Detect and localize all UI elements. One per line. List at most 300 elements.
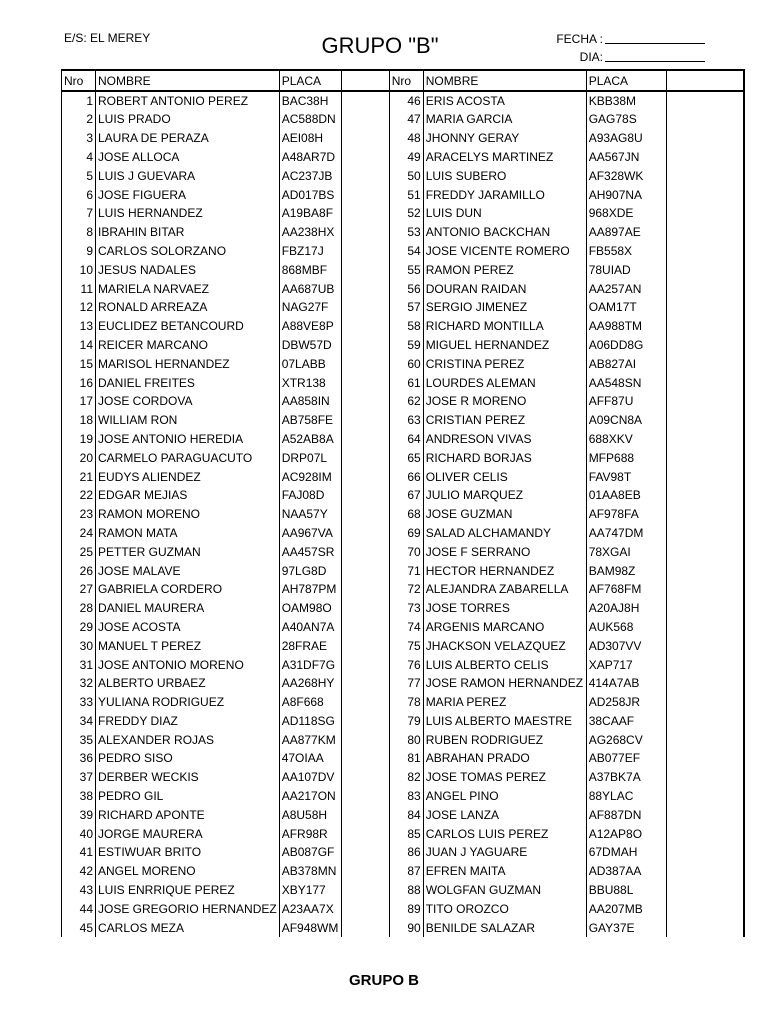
row-plate: GAY37E xyxy=(586,918,666,937)
row-name: LUIS SUBERO xyxy=(423,166,586,185)
row-plate: XBY177 xyxy=(279,881,341,900)
row-number: 81 xyxy=(389,749,423,768)
row-number: 44 xyxy=(62,899,96,918)
row-number: 3 xyxy=(62,129,96,148)
row-plate: AA217ON xyxy=(279,787,341,806)
table-row xyxy=(62,542,745,561)
row-name: MARIELA NARVAEZ xyxy=(96,279,280,298)
row-plate: AF978FA xyxy=(586,505,666,524)
row-name: JOSE VICENTE ROMERO xyxy=(423,242,586,261)
row-number: 38 xyxy=(62,787,96,806)
row-plate: XAP717 xyxy=(586,655,666,674)
row-blank xyxy=(341,148,389,167)
row-number: 48 xyxy=(389,129,423,148)
row-number: 78 xyxy=(389,693,423,712)
row-number: 69 xyxy=(389,524,423,543)
row-number: 42 xyxy=(62,862,96,881)
row-plate: A09CN8A xyxy=(586,411,666,430)
col-nombre-right: NOMBRE xyxy=(423,70,586,91)
row-name: LUIS DUN xyxy=(423,204,586,223)
row-name: MARIA GARCIA xyxy=(423,110,586,129)
row-plate: 88YLAC xyxy=(586,787,666,806)
table-row xyxy=(62,524,745,543)
row-name: CRISTIAN PEREZ xyxy=(423,411,586,430)
row-plate: A20AJ8H xyxy=(586,599,666,618)
row-blank xyxy=(666,260,744,279)
row-name: FREDDY JARAMILLO xyxy=(423,185,586,204)
row-number: 22 xyxy=(62,486,96,505)
row-blank xyxy=(341,129,389,148)
row-name: LUIS ALBERTO CELIS xyxy=(423,655,586,674)
row-name: ALEXANDER ROJAS xyxy=(96,730,280,749)
col-nro-left: Nro xyxy=(62,70,96,91)
row-blank xyxy=(666,805,744,824)
row-number: 54 xyxy=(389,242,423,261)
row-plate: AB077EF xyxy=(586,749,666,768)
row-plate: 78XGAI xyxy=(586,542,666,561)
col-blank-right xyxy=(666,70,744,91)
row-blank xyxy=(341,223,389,242)
table-row xyxy=(62,881,745,900)
row-number: 14 xyxy=(62,336,96,355)
row-number: 10 xyxy=(62,260,96,279)
row-number: 58 xyxy=(389,317,423,336)
row-plate: BAC38H xyxy=(279,91,341,110)
row-name: JOSE GREGORIO HERNANDEZ xyxy=(96,899,280,918)
row-plate: AA207MB xyxy=(586,899,666,918)
row-number: 41 xyxy=(62,843,96,862)
row-number: 80 xyxy=(389,730,423,749)
row-number: 59 xyxy=(389,336,423,355)
row-blank xyxy=(341,655,389,674)
row-number: 4 xyxy=(62,148,96,167)
row-plate: AA687UB xyxy=(279,279,341,298)
row-name: EUDYS ALIENDEZ xyxy=(96,467,280,486)
row-plate: AF328WK xyxy=(586,166,666,185)
row-blank xyxy=(341,824,389,843)
row-name: MIGUEL HERNANDEZ xyxy=(423,336,586,355)
table-row xyxy=(62,486,745,505)
row-blank xyxy=(666,524,744,543)
row-name: ALBERTO URBAEZ xyxy=(96,674,280,693)
row-number: 82 xyxy=(389,768,423,787)
row-name: CARMELO PARAGUACUTO xyxy=(96,448,280,467)
table-row xyxy=(62,655,745,674)
row-number: 26 xyxy=(62,561,96,580)
row-name: JOSE TOMAS PEREZ xyxy=(423,768,586,787)
row-name: EUCLIDEZ BETANCOURD xyxy=(96,317,280,336)
row-plate: A8F668 xyxy=(279,693,341,712)
row-blank xyxy=(666,655,744,674)
row-plate: AUK568 xyxy=(586,618,666,637)
row-plate: AA988TM xyxy=(586,317,666,336)
row-blank xyxy=(341,730,389,749)
row-number: 7 xyxy=(62,204,96,223)
row-number: 89 xyxy=(389,899,423,918)
row-plate: AG268CV xyxy=(586,730,666,749)
row-number: 74 xyxy=(389,618,423,637)
table-row xyxy=(62,599,745,618)
row-name: MARISOL HERNANDEZ xyxy=(96,354,280,373)
row-plate: A12AP8O xyxy=(586,824,666,843)
dia-blank-line xyxy=(605,48,705,62)
row-plate: GAG78S xyxy=(586,110,666,129)
row-plate: A48AR7D xyxy=(279,148,341,167)
row-name: LAURA DE PERAZA xyxy=(96,129,280,148)
row-name: YULIANA RODRIGUEZ xyxy=(96,693,280,712)
table-row xyxy=(62,505,745,524)
row-name: JHACKSON VELAZQUEZ xyxy=(423,636,586,655)
row-number: 83 xyxy=(389,787,423,806)
row-blank xyxy=(341,486,389,505)
row-plate: AB827AI xyxy=(586,354,666,373)
row-plate: DBW57D xyxy=(279,336,341,355)
row-number: 76 xyxy=(389,655,423,674)
row-plate: FBZ17J xyxy=(279,242,341,261)
row-blank xyxy=(666,881,744,900)
row-number: 33 xyxy=(62,693,96,712)
row-name: LUIS PRADO xyxy=(96,110,280,129)
row-name: RICHARD APONTE xyxy=(96,805,280,824)
table-row xyxy=(62,824,745,843)
col-placa-left: PLACA xyxy=(279,70,341,91)
row-number: 88 xyxy=(389,881,423,900)
row-number: 21 xyxy=(62,467,96,486)
row-plate: A8U58H xyxy=(279,805,341,824)
row-name: SALAD ALCHAMANDY xyxy=(423,524,586,543)
row-blank xyxy=(341,862,389,881)
row-name: JULIO MARQUEZ xyxy=(423,486,586,505)
table-row xyxy=(62,336,745,355)
table-header-row xyxy=(62,70,745,91)
row-plate: A93AG8U xyxy=(586,129,666,148)
row-plate: AFF87U xyxy=(586,392,666,411)
row-name: PEDRO SISO xyxy=(96,749,280,768)
row-blank xyxy=(341,768,389,787)
row-blank xyxy=(666,899,744,918)
table-row xyxy=(62,918,745,937)
row-name: OLIVER CELIS xyxy=(423,467,586,486)
row-plate: AD017BS xyxy=(279,185,341,204)
row-name: HECTOR HERNANDEZ xyxy=(423,561,586,580)
table-row xyxy=(62,636,745,655)
row-number: 75 xyxy=(389,636,423,655)
row-name: WOLGFAN GUZMAN xyxy=(423,881,586,900)
row-blank xyxy=(341,580,389,599)
row-plate: AA457SR xyxy=(279,542,341,561)
row-name: JORGE MAURERA xyxy=(96,824,280,843)
row-plate: AFR98R xyxy=(279,824,341,843)
row-number: 13 xyxy=(62,317,96,336)
table-row xyxy=(62,561,745,580)
row-plate: AA257AN xyxy=(586,279,666,298)
row-plate: AA238HX xyxy=(279,223,341,242)
row-number: 72 xyxy=(389,580,423,599)
row-blank xyxy=(666,618,744,637)
row-blank xyxy=(341,260,389,279)
row-number: 63 xyxy=(389,411,423,430)
table-row xyxy=(62,260,745,279)
row-number: 45 xyxy=(62,918,96,937)
row-number: 6 xyxy=(62,185,96,204)
row-blank xyxy=(341,787,389,806)
table-row xyxy=(62,787,745,806)
row-name: DERBER WECKIS xyxy=(96,768,280,787)
row-plate: AA897AE xyxy=(586,223,666,242)
row-number: 47 xyxy=(389,110,423,129)
row-blank xyxy=(666,110,744,129)
table-row xyxy=(62,185,745,204)
row-plate: AC588DN xyxy=(279,110,341,129)
row-blank xyxy=(341,542,389,561)
row-blank xyxy=(666,787,744,806)
row-plate: 47OIAA xyxy=(279,749,341,768)
row-name: JOSE ACOSTA xyxy=(96,618,280,637)
table-row xyxy=(62,204,745,223)
row-blank xyxy=(341,505,389,524)
row-plate: MFP688 xyxy=(586,448,666,467)
row-plate: 688XKV xyxy=(586,430,666,449)
row-blank xyxy=(666,561,744,580)
row-name: JOSE ALLOCA xyxy=(96,148,280,167)
row-name: IBRAHIN BITAR xyxy=(96,223,280,242)
row-plate: 01AA8EB xyxy=(586,486,666,505)
table-row xyxy=(62,166,745,185)
row-name: ROBERT ANTONIO PEREZ xyxy=(96,91,280,110)
row-name: ALEJANDRA ZABARELLA xyxy=(423,580,586,599)
row-number: 73 xyxy=(389,599,423,618)
row-name: JESUS NADALES xyxy=(96,260,280,279)
row-name: JHONNY GERAY xyxy=(423,129,586,148)
row-plate: 07LABB xyxy=(279,354,341,373)
row-number: 35 xyxy=(62,730,96,749)
row-name: LUIS HERNANDEZ xyxy=(96,204,280,223)
row-blank xyxy=(341,467,389,486)
row-plate: AA107DV xyxy=(279,768,341,787)
row-name: ANTONIO BACKCHAN xyxy=(423,223,586,242)
row-blank xyxy=(341,110,389,129)
col-blank-left xyxy=(341,70,389,91)
row-plate: AH907NA xyxy=(586,185,666,204)
row-name: RAMON MORENO xyxy=(96,505,280,524)
row-plate: 67DMAH xyxy=(586,843,666,862)
row-number: 66 xyxy=(389,467,423,486)
row-plate: A40AN7A xyxy=(279,618,341,637)
table-row xyxy=(62,768,745,787)
row-plate: 97LG8D xyxy=(279,561,341,580)
row-blank xyxy=(341,185,389,204)
table-row xyxy=(62,693,745,712)
row-blank xyxy=(666,824,744,843)
row-plate: 38CAAF xyxy=(586,712,666,731)
row-blank xyxy=(341,749,389,768)
row-name: ERIS ACOSTA xyxy=(423,91,586,110)
row-name: EDGAR MEJIAS xyxy=(96,486,280,505)
row-blank xyxy=(666,467,744,486)
table-row xyxy=(62,580,745,599)
row-number: 40 xyxy=(62,824,96,843)
row-number: 19 xyxy=(62,430,96,449)
row-blank xyxy=(666,204,744,223)
row-number: 17 xyxy=(62,392,96,411)
row-name: CARLOS LUIS PEREZ xyxy=(423,824,586,843)
table-row xyxy=(62,242,745,261)
row-number: 12 xyxy=(62,298,96,317)
row-name: JOSE CORDOVA xyxy=(96,392,280,411)
row-name: JOSE F SERRANO xyxy=(423,542,586,561)
row-number: 37 xyxy=(62,768,96,787)
row-name: ANDRESON VIVAS xyxy=(423,430,586,449)
col-placa-right: PLACA xyxy=(586,70,666,91)
row-plate: AB758FE xyxy=(279,411,341,430)
row-plate: NAG27F xyxy=(279,298,341,317)
row-name: WILLIAM RON xyxy=(96,411,280,430)
row-plate: BBU88L xyxy=(586,881,666,900)
row-number: 56 xyxy=(389,279,423,298)
row-number: 67 xyxy=(389,486,423,505)
table-row xyxy=(62,899,745,918)
row-plate: FB558X xyxy=(586,242,666,261)
row-plate: 968XDE xyxy=(586,204,666,223)
row-number: 23 xyxy=(62,505,96,524)
row-number: 30 xyxy=(62,636,96,655)
row-blank xyxy=(666,129,744,148)
table-row xyxy=(62,749,745,768)
row-number: 53 xyxy=(389,223,423,242)
row-blank xyxy=(341,411,389,430)
row-blank xyxy=(666,843,744,862)
row-number: 51 xyxy=(389,185,423,204)
row-number: 60 xyxy=(389,354,423,373)
row-name: MARIA PEREZ xyxy=(423,693,586,712)
row-plate: A37BK7A xyxy=(586,768,666,787)
table-row xyxy=(62,674,745,693)
row-number: 57 xyxy=(389,298,423,317)
row-blank xyxy=(666,599,744,618)
station-label: E/S: EL MEREY xyxy=(64,31,151,45)
roster-table xyxy=(61,69,745,937)
row-name: JOSE TORRES xyxy=(423,599,586,618)
footer-title: GRUPO B xyxy=(348,972,419,989)
row-plate: 78UIAD xyxy=(586,260,666,279)
row-plate: AD258JR xyxy=(586,693,666,712)
row-plate: AD118SG xyxy=(279,712,341,731)
table-row xyxy=(62,843,745,862)
row-blank xyxy=(341,279,389,298)
row-number: 46 xyxy=(389,91,423,110)
row-name: ANGEL MORENO xyxy=(96,862,280,881)
row-number: 61 xyxy=(389,373,423,392)
row-number: 11 xyxy=(62,279,96,298)
row-name: ESTIWUAR BRITO xyxy=(96,843,280,862)
row-blank xyxy=(666,542,744,561)
row-blank xyxy=(341,693,389,712)
row-number: 71 xyxy=(389,561,423,580)
row-name: DOURAN RAIDAN xyxy=(423,279,586,298)
row-name: ARGENIS MARCANO xyxy=(423,618,586,637)
row-number: 32 xyxy=(62,674,96,693)
row-blank xyxy=(666,693,744,712)
table-row xyxy=(62,430,745,449)
row-plate: A88VE8P xyxy=(279,317,341,336)
row-name: DANIEL MAURERA xyxy=(96,599,280,618)
row-name: CARLOS MEZA xyxy=(96,918,280,937)
row-plate: A06DD8G xyxy=(586,336,666,355)
table-row xyxy=(62,354,745,373)
row-blank xyxy=(666,505,744,524)
table-row xyxy=(62,298,745,317)
row-blank xyxy=(341,843,389,862)
row-blank xyxy=(666,411,744,430)
table-row xyxy=(62,110,745,129)
row-plate: A23AA7X xyxy=(279,899,341,918)
row-blank xyxy=(341,204,389,223)
row-blank xyxy=(341,881,389,900)
row-name: ABRAHAN PRADO xyxy=(423,749,586,768)
row-number: 84 xyxy=(389,805,423,824)
row-blank xyxy=(341,354,389,373)
row-blank xyxy=(666,166,744,185)
row-name: JOSE R MORENO xyxy=(423,392,586,411)
row-plate: AA268HY xyxy=(279,674,341,693)
date-fields xyxy=(548,30,705,66)
row-blank xyxy=(341,805,389,824)
row-number: 9 xyxy=(62,242,96,261)
row-plate: AD307VV xyxy=(586,636,666,655)
row-name: LUIS ALBERTO MAESTRE xyxy=(423,712,586,731)
row-blank xyxy=(341,599,389,618)
row-blank xyxy=(666,354,744,373)
table-row xyxy=(62,805,745,824)
row-number: 49 xyxy=(389,148,423,167)
row-name: SERGIO JIMENEZ xyxy=(423,298,586,317)
row-blank xyxy=(666,317,744,336)
row-plate: AA858IN xyxy=(279,392,341,411)
row-name: JOSE GUZMAN xyxy=(423,505,586,524)
row-number: 36 xyxy=(62,749,96,768)
row-blank xyxy=(666,185,744,204)
table-row xyxy=(62,618,745,637)
row-name: BENILDE SALAZAR xyxy=(423,918,586,937)
row-number: 85 xyxy=(389,824,423,843)
row-blank xyxy=(341,430,389,449)
row-number: 79 xyxy=(389,712,423,731)
table-row xyxy=(62,730,745,749)
row-blank xyxy=(341,91,389,110)
dia-label: DIA: xyxy=(579,50,603,64)
row-plate: BAM98Z xyxy=(586,561,666,580)
row-number: 87 xyxy=(389,862,423,881)
row-number: 24 xyxy=(62,524,96,543)
row-number: 5 xyxy=(62,166,96,185)
row-name: RICHARD BORJAS xyxy=(423,448,586,467)
row-blank xyxy=(341,317,389,336)
row-blank xyxy=(341,561,389,580)
table-row xyxy=(62,392,745,411)
row-blank xyxy=(666,279,744,298)
row-blank xyxy=(341,392,389,411)
row-blank xyxy=(341,448,389,467)
row-plate: 868MBF xyxy=(279,260,341,279)
table-row xyxy=(62,373,745,392)
row-name: CARLOS SOLORZANO xyxy=(96,242,280,261)
row-blank xyxy=(341,712,389,731)
row-blank xyxy=(341,336,389,355)
row-name: JOSE RAMON HERNANDEZ xyxy=(423,674,586,693)
row-blank xyxy=(666,636,744,655)
row-blank xyxy=(341,636,389,655)
row-number: 16 xyxy=(62,373,96,392)
